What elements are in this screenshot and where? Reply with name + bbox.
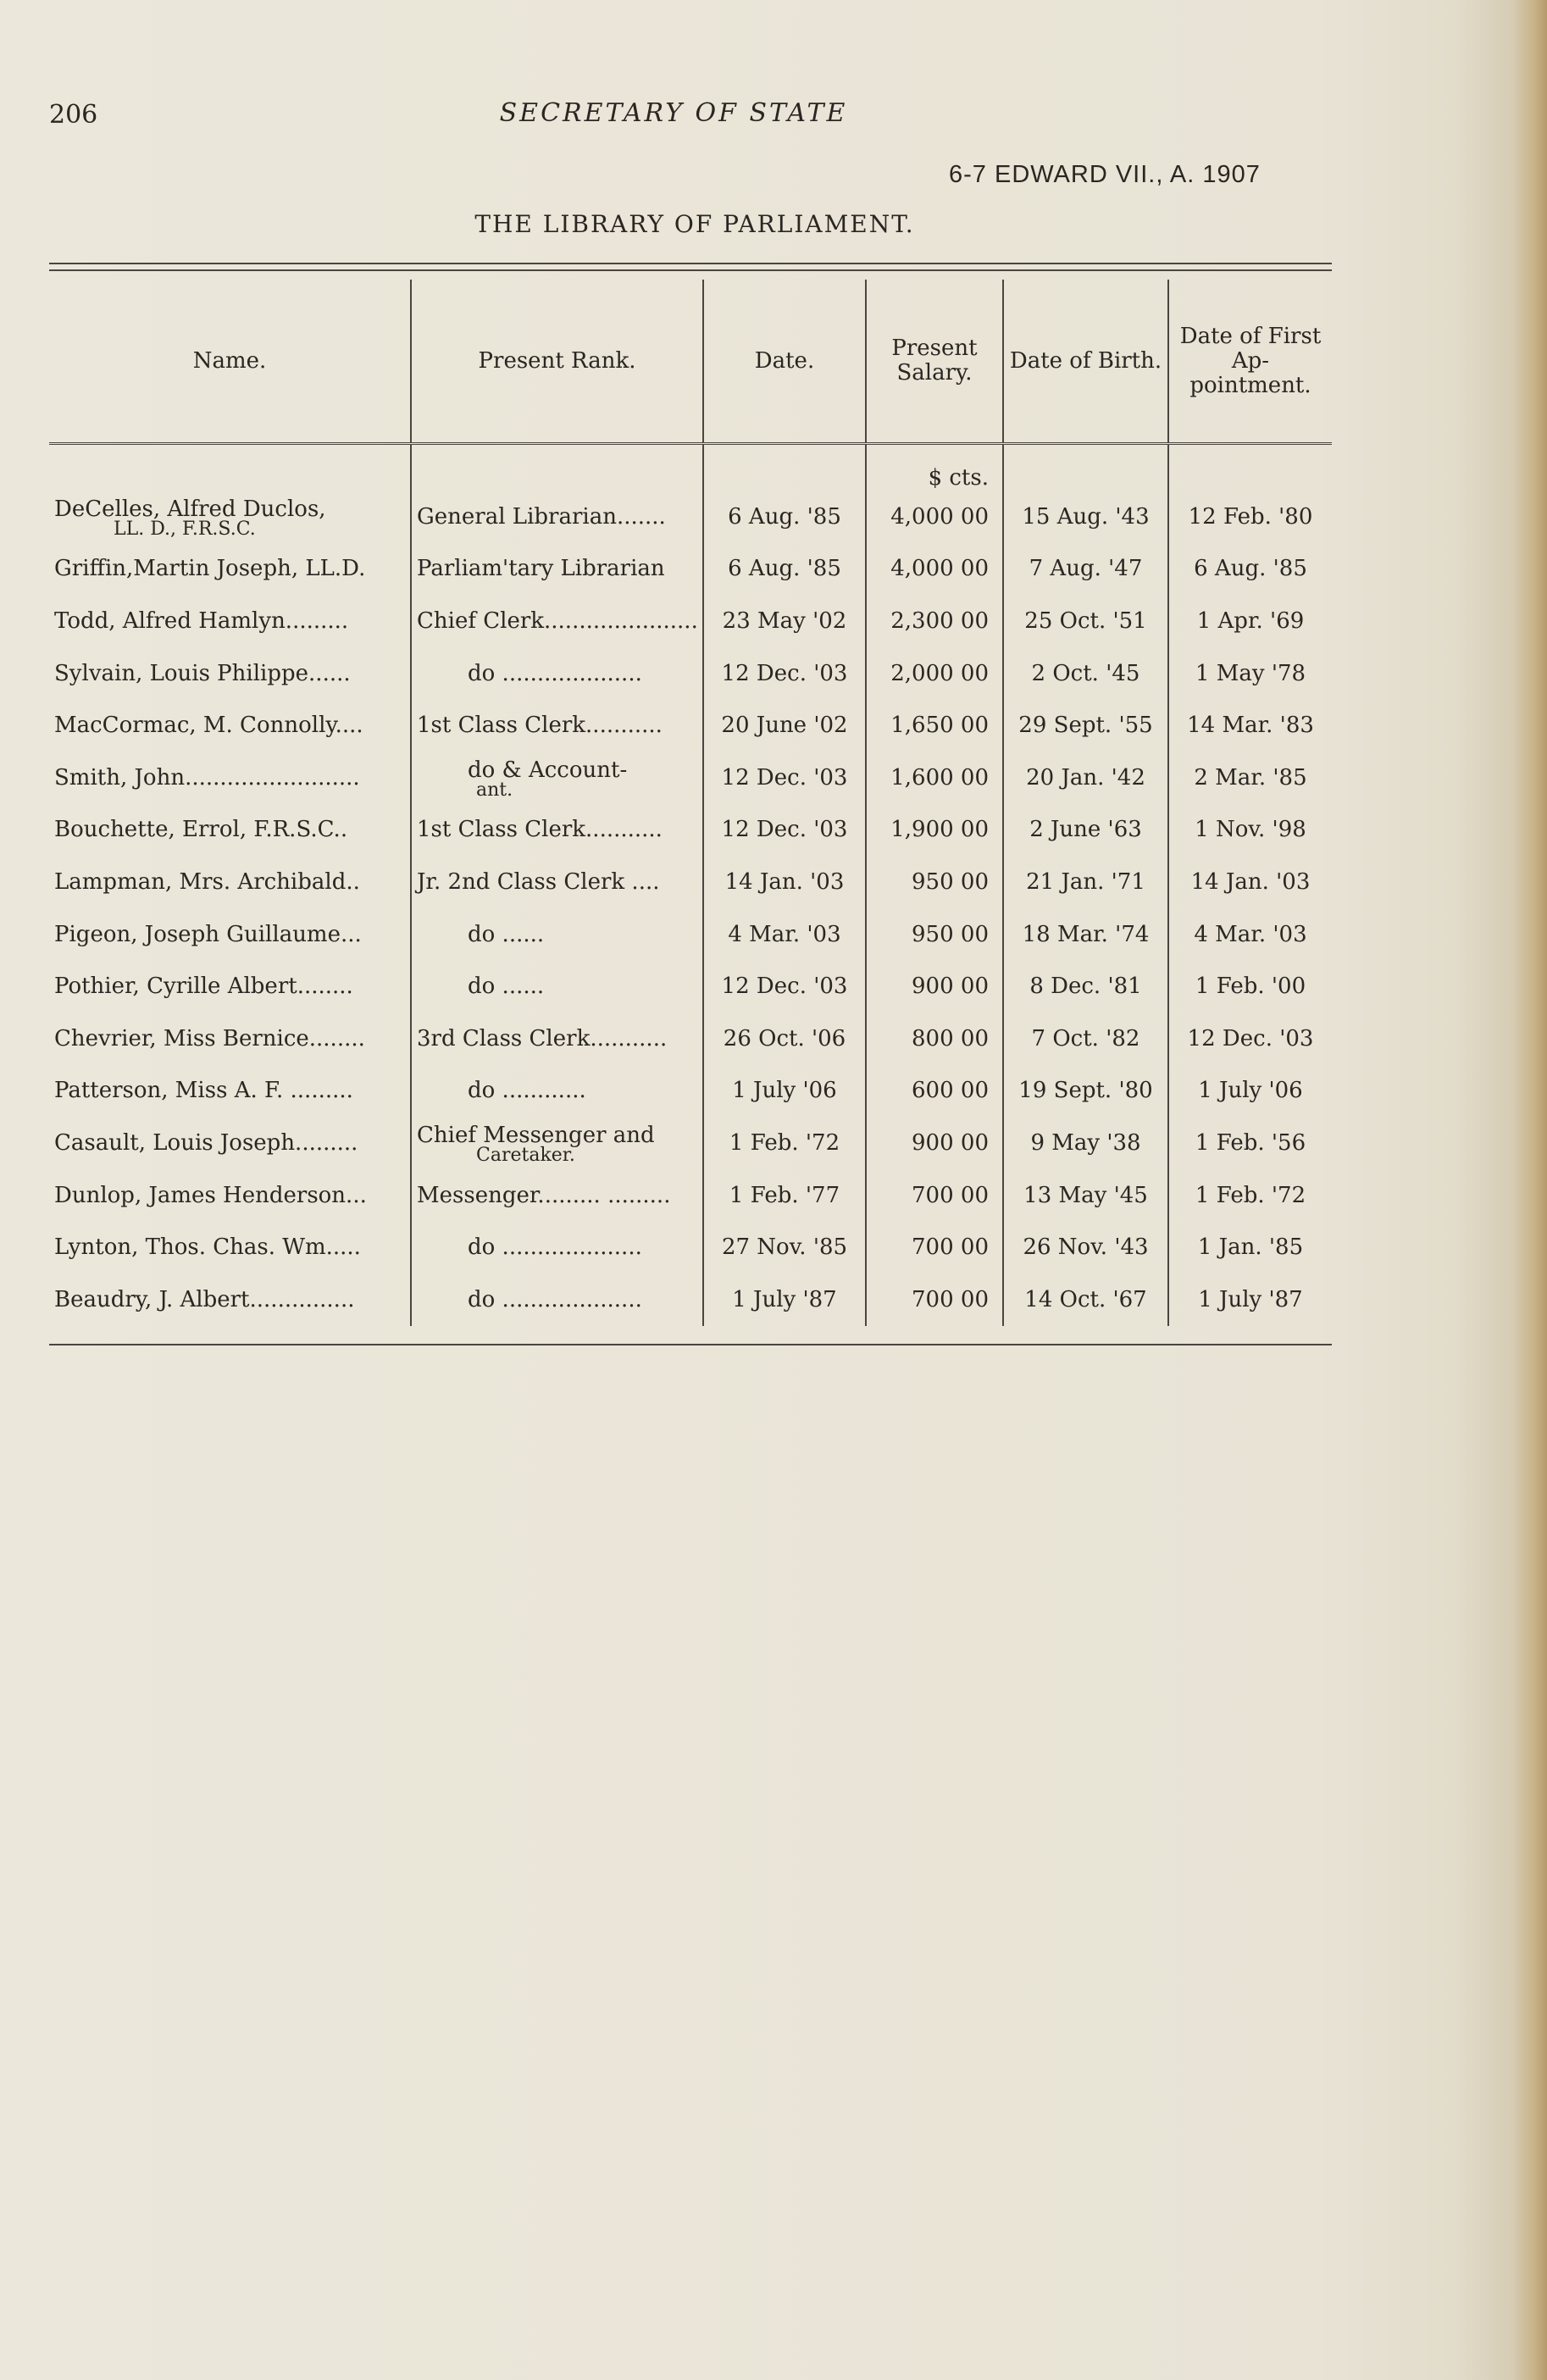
- present-rank: do ....................: [468, 1234, 642, 1261]
- table-header-row: [49, 280, 1332, 444]
- cell-present-salary: 1,600 00: [866, 752, 1003, 804]
- employee-name: Casault, Louis Joseph.........: [54, 1129, 358, 1156]
- present-rank: do & Account-: [468, 757, 628, 783]
- cell-name: [49, 647, 411, 700]
- cell-name: [49, 1169, 411, 1222]
- cell-present-salary: 2,300 00: [866, 595, 1003, 647]
- table-row: [49, 908, 1332, 961]
- cell-date-of-birth: 2 June '63: [1003, 804, 1168, 857]
- cell-date-of-first-appointment: 1 Nov. '98: [1195, 817, 1306, 843]
- cell-date-of-birth: 7 Oct. '82: [1003, 1012, 1168, 1065]
- present-rank: 3rd Class Clerk...........: [417, 1025, 668, 1051]
- present-rank: Jr. 2nd Class Clerk ....: [417, 868, 660, 895]
- table-row: [49, 491, 1332, 543]
- cell-name: [49, 908, 411, 961]
- cell-present-rank: [411, 856, 703, 908]
- cell-date: 12 Dec. '03: [703, 752, 866, 804]
- cell-date: 6 Aug. '85: [703, 491, 866, 543]
- cell-present-salary: 950 00: [866, 908, 1003, 961]
- cell-date: 1 Feb. '77: [703, 1169, 866, 1222]
- table-row: [49, 595, 1332, 647]
- cell-present-rank: [411, 960, 703, 1012]
- cell-name: [49, 543, 411, 596]
- cell-date: 26 Oct. '06: [703, 1012, 866, 1065]
- employee-name: MacCormac, M. Connolly....: [54, 713, 363, 739]
- cell-present-salary: 600 00: [866, 1065, 1003, 1118]
- top-rule-second: [49, 269, 1332, 271]
- cell-date-of-birth: 26 Nov. '43: [1003, 1221, 1168, 1273]
- cell-present-rank: [411, 1065, 703, 1118]
- units-row: [49, 444, 1332, 491]
- employee-name: Bouchette, Errol, F.R.S.C..: [54, 817, 348, 843]
- page-edge-shadow: [1513, 0, 1547, 2380]
- employee-name: Pigeon, Joseph Guillaume...: [54, 921, 362, 947]
- present-rank: do ......: [468, 921, 545, 947]
- present-rank: Parliam'tary Librarian: [417, 556, 665, 582]
- employee-name: Todd, Alfred Hamlyn.........: [54, 607, 349, 634]
- cell-date: 23 May '02: [703, 595, 866, 647]
- header-date: Date.: [703, 280, 866, 444]
- present-rank-continuation: Caretaker.: [476, 1144, 575, 1166]
- cell-date-of-first-appointment: 1 Feb. '72: [1195, 1182, 1306, 1208]
- header-present-salary: Present Salary.: [866, 280, 1003, 444]
- cell-date-of-first-appointment: 4 Mar. '03: [1194, 921, 1307, 947]
- cell-date-of-first-appointment: 1 July '06: [1198, 1078, 1303, 1104]
- cell-name: [49, 856, 411, 908]
- cell-date-of-birth: 18 Mar. '74: [1003, 908, 1168, 961]
- cell-date-of-first-appointment: 1 July '87: [1198, 1286, 1303, 1312]
- cell-name: [49, 491, 411, 543]
- session-line: 6-7 EDWARD VII., A. 1907: [949, 161, 1261, 188]
- employee-name: Beaudry, J. Albert...............: [54, 1286, 355, 1312]
- running-head: SECRETARY OF STATE: [499, 98, 848, 128]
- cell-name: [49, 752, 411, 804]
- cell-present-rank: [411, 1221, 703, 1273]
- cell-date: 20 June '02: [703, 699, 866, 752]
- cell-present-salary: 4,000 00: [866, 543, 1003, 596]
- cell-present-salary: 700 00: [866, 1221, 1003, 1273]
- page-number: 206: [49, 100, 98, 130]
- cell-present-salary: 800 00: [866, 1012, 1003, 1065]
- cell-present-rank: [411, 752, 703, 804]
- employee-name: Pothier, Cyrille Albert........: [54, 974, 353, 1000]
- cell-date: 6 Aug. '85: [703, 543, 866, 596]
- cell-name: [49, 699, 411, 752]
- table-row: [49, 960, 1332, 1012]
- header-date-of-birth: Date of Birth.: [1003, 280, 1168, 444]
- cell-name: [49, 804, 411, 857]
- present-rank: do ............: [468, 1078, 586, 1104]
- cell-date: 12 Dec. '03: [703, 960, 866, 1012]
- header-date-of-first-appointment: Date of First Ap- pointment.: [1168, 280, 1332, 444]
- cell-date-of-first-appointment: 2 Mar. '85: [1194, 764, 1307, 791]
- cell-present-salary: 4,000 00: [866, 491, 1003, 543]
- bottom-rule: [49, 1344, 1332, 1345]
- salary-units: $ cts.: [866, 444, 1003, 491]
- header-name: Name.: [49, 280, 411, 444]
- cell-name: [49, 960, 411, 1012]
- cell-present-rank: [411, 595, 703, 647]
- cell-date: 4 Mar. '03: [703, 908, 866, 961]
- cell-present-rank: [411, 1012, 703, 1065]
- cell-present-salary: 700 00: [866, 1273, 1003, 1326]
- present-rank: do ....................: [468, 660, 642, 686]
- cell-date: 12 Dec. '03: [703, 804, 866, 857]
- present-rank: Chief Messenger and: [417, 1122, 655, 1148]
- cell-date-of-birth: 14 Oct. '67: [1003, 1273, 1168, 1326]
- header-present-rank: Present Rank.: [411, 280, 703, 444]
- present-rank: Chief Clerk......................: [417, 607, 698, 634]
- cell-present-rank: [411, 699, 703, 752]
- cell-present-rank: [411, 908, 703, 961]
- cell-date-of-birth: 2 Oct. '45: [1003, 647, 1168, 700]
- table-row: [49, 1221, 1332, 1273]
- employee-name: Lampman, Mrs. Archibald..: [54, 868, 360, 895]
- table-row: [49, 804, 1332, 857]
- table-row: [49, 647, 1332, 700]
- cell-present-rank: [411, 1169, 703, 1222]
- cell-date: 1 July '87: [703, 1273, 866, 1326]
- cell-date-of-first-appointment: 1 May '78: [1195, 660, 1306, 686]
- cell-present-rank: [411, 491, 703, 543]
- cell-date-of-first-appointment: 6 Aug. '85: [1194, 556, 1307, 582]
- cell-present-rank: [411, 1273, 703, 1326]
- cell-date-of-first-appointment: 12 Dec. '03: [1187, 1025, 1314, 1051]
- cell-present-rank: [411, 804, 703, 857]
- cell-present-salary: 900 00: [866, 960, 1003, 1012]
- top-rule: [49, 263, 1332, 264]
- cell-present-rank: [411, 543, 703, 596]
- cell-name: [49, 1221, 411, 1273]
- present-rank-continuation: ant.: [476, 779, 513, 801]
- cell-date: 1 July '06: [703, 1065, 866, 1118]
- table-row: [49, 543, 1332, 596]
- cell-present-salary: 2,000 00: [866, 647, 1003, 700]
- cell-date-of-first-appointment: 14 Jan. '03: [1190, 868, 1311, 895]
- cell-present-salary: 1,900 00: [866, 804, 1003, 857]
- cell-date: 27 Nov. '85: [703, 1221, 866, 1273]
- table-row: [49, 856, 1332, 908]
- cell-date-of-first-appointment: 1 Feb. '56: [1195, 1129, 1306, 1156]
- cell-present-rank: [411, 647, 703, 700]
- cell-date-of-birth: 25 Oct. '51: [1003, 595, 1168, 647]
- table-row: [49, 699, 1332, 752]
- cell-name: [49, 1012, 411, 1065]
- employee-name: DeCelles, Alfred Duclos,: [54, 496, 326, 522]
- cell-name: [49, 1273, 411, 1326]
- employee-name: Patterson, Miss A. F. .........: [54, 1078, 353, 1104]
- table-row: [49, 752, 1332, 804]
- present-rank: Messenger......... .........: [417, 1182, 671, 1208]
- table-row: [49, 1065, 1332, 1118]
- present-rank: do ....................: [468, 1286, 642, 1312]
- cell-present-rank: [411, 1117, 703, 1169]
- cell-date-of-first-appointment: 1 Apr. '69: [1196, 607, 1305, 634]
- table-row: [49, 1273, 1332, 1326]
- cell-name: [49, 1117, 411, 1169]
- cell-date-of-first-appointment: 14 Mar. '83: [1187, 713, 1314, 739]
- cell-present-salary: 1,650 00: [866, 699, 1003, 752]
- employee-name: Griffin,Martin Joseph, LL.D.: [54, 556, 366, 582]
- cell-date-of-birth: 7 Aug. '47: [1003, 543, 1168, 596]
- present-rank: 1st Class Clerk...........: [417, 713, 663, 739]
- employee-name: Sylvain, Louis Philippe......: [54, 660, 351, 686]
- cell-date-of-birth: 15 Aug. '43: [1003, 491, 1168, 543]
- cell-date-of-birth: 21 Jan. '71: [1003, 856, 1168, 908]
- cell-date-of-birth: 19 Sept. '80: [1003, 1065, 1168, 1118]
- cell-name: [49, 595, 411, 647]
- cell-date-of-birth: 29 Sept. '55: [1003, 699, 1168, 752]
- table-title: THE LIBRARY OF PARLIAMENT.: [474, 210, 915, 238]
- employee-name: Chevrier, Miss Bernice........: [54, 1025, 365, 1051]
- cell-present-salary: 950 00: [866, 856, 1003, 908]
- cell-present-salary: 900 00: [866, 1117, 1003, 1169]
- table-row: [49, 1117, 1332, 1169]
- present-rank: General Librarian.......: [417, 503, 666, 530]
- present-rank: 1st Class Clerk...........: [417, 817, 663, 843]
- cell-date-of-birth: 9 May '38: [1003, 1117, 1168, 1169]
- cell-present-salary: 700 00: [866, 1169, 1003, 1222]
- cell-date-of-first-appointment: 1 Jan. '85: [1197, 1234, 1304, 1261]
- cell-date: 12 Dec. '03: [703, 647, 866, 700]
- employee-name: Lynton, Thos. Chas. Wm.....: [54, 1234, 361, 1261]
- employee-name: Dunlop, James Henderson...: [54, 1182, 367, 1208]
- present-rank: do ......: [468, 974, 545, 1000]
- cell-date-of-first-appointment: 12 Feb. '80: [1188, 503, 1313, 530]
- table-row: [49, 1169, 1332, 1222]
- cell-date: 1 Feb. '72: [703, 1117, 866, 1169]
- cell-name: [49, 1065, 411, 1118]
- table-row: [49, 1012, 1332, 1065]
- cell-date: 14 Jan. '03: [703, 856, 866, 908]
- cell-date-of-birth: 13 May '45: [1003, 1169, 1168, 1222]
- cell-date-of-birth: 20 Jan. '42: [1003, 752, 1168, 804]
- staff-table: [49, 280, 1332, 1326]
- cell-date-of-first-appointment: 1 Feb. '00: [1195, 974, 1306, 1000]
- cell-date-of-birth: 8 Dec. '81: [1003, 960, 1168, 1012]
- employee-name-continuation: LL. D., F.R.S.C.: [114, 518, 256, 540]
- employee-name: Smith, John.........................: [54, 764, 360, 791]
